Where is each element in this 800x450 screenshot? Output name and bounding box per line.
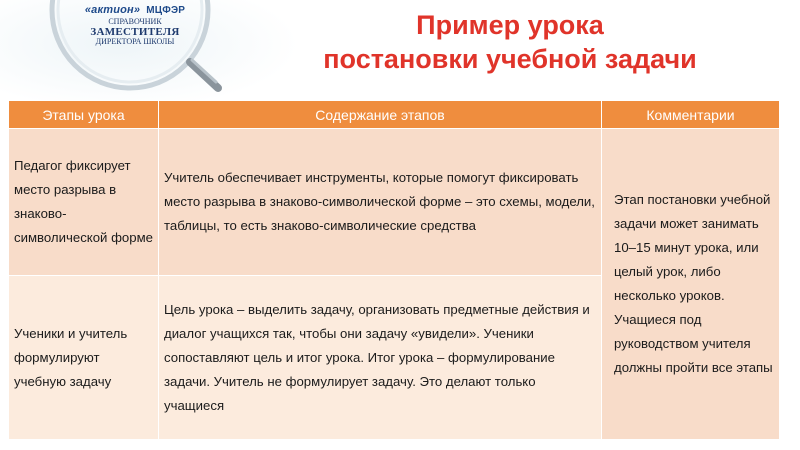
comment-cell: Этап постановки учебной задачи может занимать 10–15 минут урока, или целый урок, либо несколько уроков. Учащиеся под руководством учителя должны пройти все этапы (602, 129, 780, 440)
table-row (9, 129, 780, 276)
logo-line-3: ДИРЕКТОРА ШКОЛЫ (95, 37, 175, 46)
header-comments: Комментарии (602, 101, 780, 129)
table-header-row (9, 101, 780, 129)
content-cell: Цель урока – выделить задачу, организовать предметные действия и диалог учащихся так, чтобы они задачу «увидели». Ученики сопоставляют цель и итог урока. Итог урока – формулирование задачи. Учитель не формулирует задачу. Это делают только учащиеся (159, 276, 602, 440)
logo-line-1: СПРАВОЧНИК (108, 17, 162, 26)
publisher-logo (60, 4, 210, 54)
logo-line-2: ЗАМЕСТИТЕЛЯ (90, 26, 180, 38)
partner-name: МЦФЭР (146, 5, 186, 16)
title-line-1: Пример урока (416, 10, 604, 40)
brand-name: «актион» (84, 4, 141, 16)
slide-title (250, 8, 770, 76)
stage-cell: Ученики и учитель формулируют учебную задачу (9, 276, 159, 440)
stage-cell: Педагог фиксирует место разрыва в знаково-символической форме (9, 129, 159, 276)
lesson-table (8, 100, 780, 440)
header-stages: Этапы урока (9, 101, 159, 129)
content-cell: Учитель обеспечивает инструменты, которые помогут фиксировать место разрыва в знаково-символической форме – это схемы, модели, таблицы, то есть знаково-символические средства (159, 129, 602, 276)
title-line-2: постановки учебной задачи (323, 44, 697, 74)
header-content: Содержание этапов (159, 101, 602, 129)
